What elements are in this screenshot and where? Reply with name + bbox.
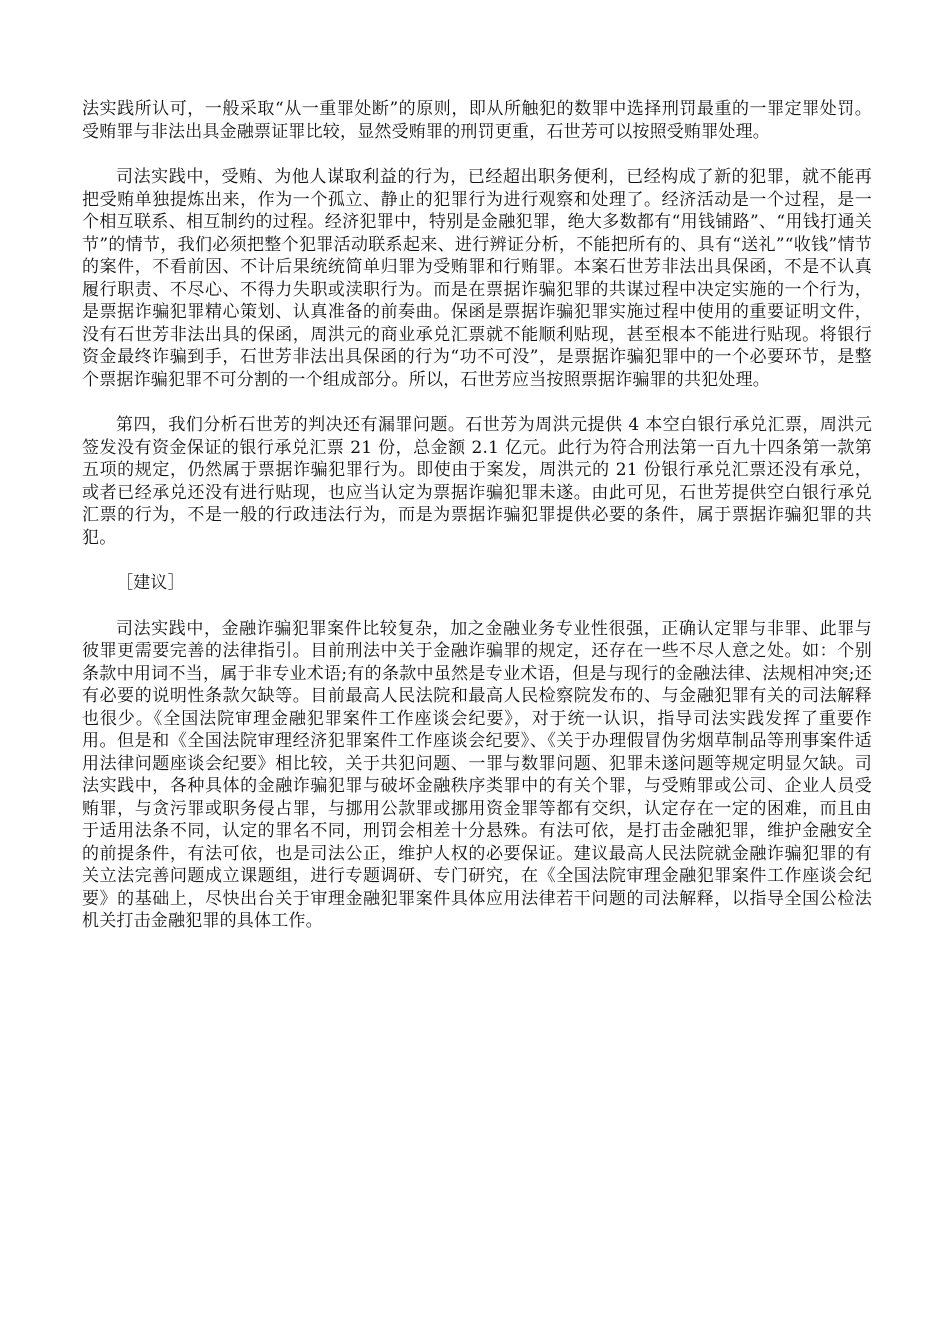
section-heading-suggestion: ［建议］ — [116, 573, 185, 593]
paragraph-continuation: 法实践所认可，一般采取“从一重罪处断”的原则，即从所触犯的数罪中选择刑罚最重的一罪定罪处罚。受贿罪与非法出具金融票证罪比较，显然受贿罪的刑罚更重，石世芳可以按照受贿罪处理。 — [82, 99, 872, 142]
document-body — [82, 98, 872, 956]
paragraph-judicial-practice: 司法实践中，受贿、为他人谋取利益的行为，已经超出职务便利，已经构成了新的犯罪，就不能再把受贿单独提炼出来，作为一个孤立、静止的犯罪行为进行观察和处理了。经济活动是一个过程，是一个相互联系、相互制约的过程。经济犯罪中，特别是金融犯罪，绝大多数都有“用钱铺路”、“用钱打通关节”的情节，我们必须把整个犯罪活动联系起来、进行辨证分析，不能把所有的、具有“送礼”“收钱”情节的案件，不看前因、不计后果统统简单归罪为受贿罪和行贿罪。本案石世芳非法出具保函，不是不认真履行职责、不尽心、不得力失职或渎职行为。而是在票据诈骗犯罪的共谋过程中决定实施的一个行为，是票据诈骗犯罪精心策划、认真准备的前奏曲。保函是票据诈骗犯罪实施过程中使用的重要证明文件，没有石世芳非法出具的保函，周洪元的商业承兑汇票就不能顺利贴现，甚至根本不能进行贴现。将银行资金最终诈骗到手，石世芳非法出具保函的行为“功不可没”，是票据诈骗犯罪中的一个必要环节，是整个票据诈骗犯罪不可分割的一个组成部分。所以，石世芳应当按照票据诈骗罪的共犯处理。 — [82, 167, 872, 390]
paragraph-fourth-point: 第四，我们分析石世芳的判决还有漏罪问题。石世芳为周洪元提供 4 本空白银行承兑汇票，周洪元签发没有资金保证的银行承兑汇票 21 份，总金额 2.1 亿元。此行为符合刑法第一百九十四条第一款第五项的规定，仍然属于票据诈骗犯罪行为。即使由于案发，周洪元的 21 份银行承兑汇票还没有承兑，或者已经承兑还没有进行贴现，也应当认定为票据诈骗犯罪未遂。由此可见，石世芳提供空白银行承兑汇票的行为，不是一般的行政违法行为，而是为票据诈骗犯罪提供必要的条件，属于票据诈骗犯罪的共犯。 — [82, 415, 872, 548]
paragraph-suggestion: 司法实践中，金融诈骗犯罪案件比较复杂，加之金融业务专业性很强，正确认定罪与非罪、此罪与彼罪更需要完善的法律指引。目前刑法中关于金融诈骗罪的规定，还存在一些不尽人意之处。如：个别条款中用词不当，属于非专业术语;有的条款中虽然是专业术语，但是与现行的金融法律、法规相冲突;还有必要的说明性条款欠缺等。目前最高人民法院和最高人民检察院发布的、与金融犯罪有关的司法解释也很少。《全国法院审理金融犯罪案件工作座谈会纪要》，对于统一认识，指导司法实践发挥了重要作用。但是和《全国法院审理经济犯罪案件工作座谈会纪要》、《关于办理假冒伪劣烟草制品等刑事案件适用法律问题座谈会纪要》相比较，关于共犯问题、一罪与数罪问题、犯罪未遂问题等规定明显欠缺。司法实践中，各种具体的金融诈骗犯罪与破坏金融秩序类罪中的有关个罪，与受贿罪或公司、企业人员受贿罪，与贪污罪或职务侵占罪，与挪用公款罪或挪用资金罪等都有交织，认定存在一定的困难，而且由于适用法条不同，认定的罪名不同，刑罚会相差十分悬殊。有法可依，是打击金融犯罪，维护金融安全的前提条件，有法可依，也是司法公正，维护人权的必要保证。建议最高人民法院就金融诈骗犯罪的有关立法完善问题成立课题组，进行专题调研、专门研究，在《全国法院审理金融犯罪案件工作座谈会纪要》的基础上，尽快出台关于审理金融犯罪案件具体应用法律若干问题的司法解释，以指导全国公检法机关打击金融犯罪的具体工作。 — [82, 618, 872, 931]
